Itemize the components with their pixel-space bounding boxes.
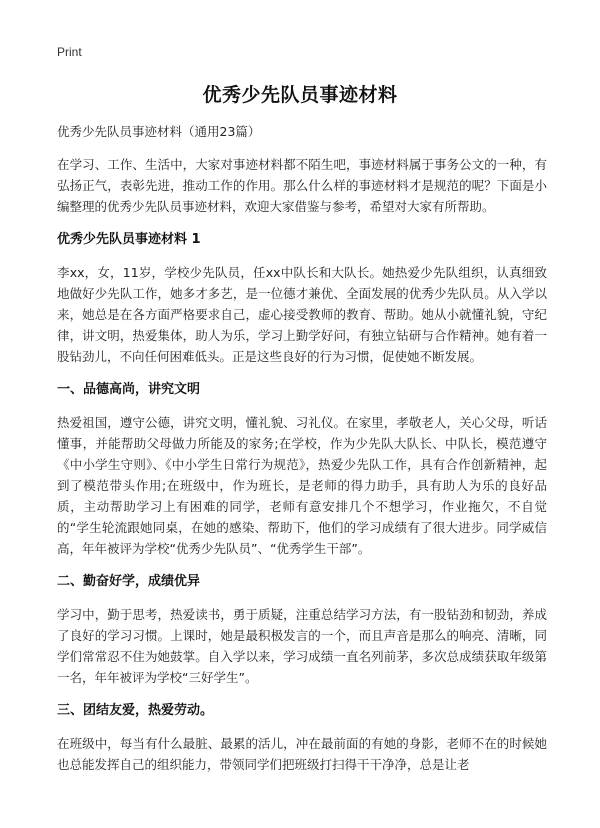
section-heading: 三、团结友爱，热爱劳动。	[57, 703, 214, 718]
section-heading: 优秀少先队员事迹材料 1	[57, 232, 201, 247]
section-heading: 二、勤奋好学，成绩优异	[57, 574, 201, 589]
section-paragraph: 在班级中，每当有什么最脏、最累的活儿，冲在最前面的有她的身影，老师不在的时候她也总能发挥自己的组织能力，带领同学们把班级打扫得干干净净，总是让老	[57, 736, 547, 772]
section-paragraph: 李xx，女，11岁，学校少先队员，任xx中队长和大队长。她热爱少先队组织，认真细致地做好少先队工作，她多才多艺，是一位德才兼优、全面发展的优秀少先队员。从入学以来，她总是在各方面严格要求自己，虚心接受教师的教育、帮助。她从小就懂礼貌，守纪律，讲文明，热爱集体，助人为乐，学习上勤学好问，有独立钻研与合作精神。她有着一股钻劲儿，不向任何困难低头。正是这些良好的行为习惯，促使她不断发展。	[57, 265, 547, 364]
print-link[interactable]: Print	[57, 45, 82, 59]
section-paragraph: 学习中，勤于思考，热爱读书，勇于质疑，注重总结学习方法，有一股钻劲和韧劲，养成了良好的学习习惯。上课时，她是最积极发言的一个，而且声音是那么的响亮、清晰，同学们常常忍不住为她鼓掌。自入学以来，学习成绩一直名列前茅，多次总成绩获取年级第一名，年年被评为学校“三好学生”。	[57, 607, 547, 685]
section-paragraph: 热爱祖国，遵守公德，讲究文明，懂礼貌、习礼仪。在家里，孝敬老人，关心父母，听话懂事，并能帮助父母做力所能及的家务;在学校，作为少先队大队长、中队长，模范遵守《中小学生守则》、《中小学生日常行为规范》，热爱少先队工作，具有合作创新精神，起到了模范带头作用;在班级中，作为班长，是老师的得力助手，具有助人为乐的良好品质，主动帮助学习上有困难的同学，老师有意安排几个不想学习，作业拖欠，不自觉的“学生轮流跟她同桌，在她的感染、帮助下，他们的学习成绩有了很大进步。同学威信高，年年被评为学校“优秀少先队员”、“优秀学生干部”。	[57, 415, 547, 556]
section-heading: 一、品德高尚，讲究文明	[57, 382, 201, 397]
document-title: 优秀少先队员事迹材料	[202, 84, 398, 106]
intro-paragraph: 在学习、工作、生活中，大家对事迹材料都不陌生吧，事迹材料属于事务公文的一种，有弘扬正气，表彰先进，推动工作的作用。那么什么样的事迹材料才是规范的呢？下面是小编整理的优秀少先队员事迹材料，欢迎大家借鉴与参考，希望对大家有所帮助。	[57, 157, 547, 214]
document-subtitle: 优秀少先队员事迹材料（通用23篇）	[57, 124, 261, 139]
document-body	[57, 121, 547, 787]
